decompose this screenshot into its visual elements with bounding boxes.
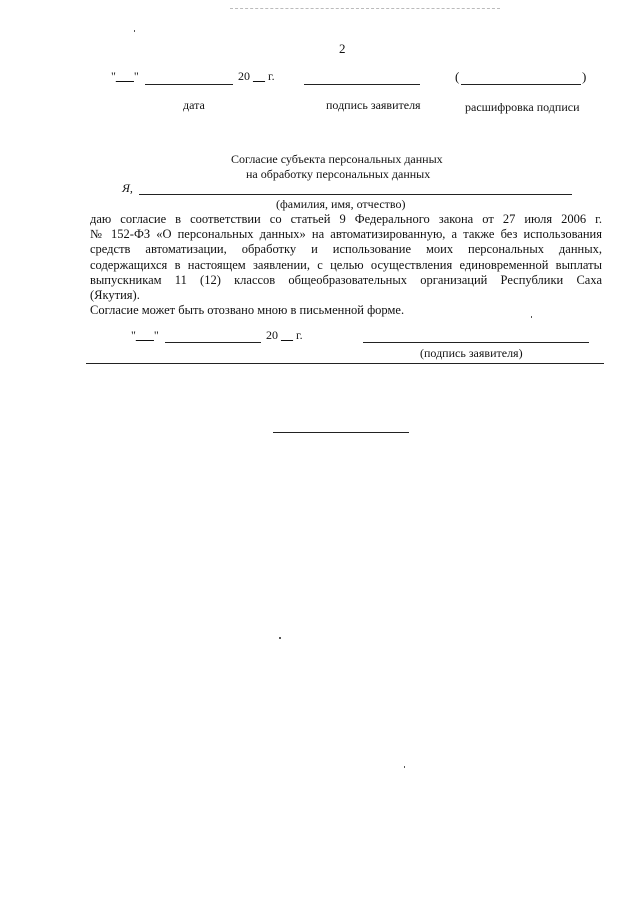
scan-speck xyxy=(531,316,532,318)
bottom-label-signature: (подпись заявителя) xyxy=(420,346,523,360)
date-month-line[interactable] xyxy=(145,84,233,85)
consent-body-line: (Якутия). xyxy=(90,287,140,302)
decipher-open-paren: ( xyxy=(455,69,460,84)
i-prefix: Я, xyxy=(122,181,133,195)
fio-caption: (фамилия, имя, отчество) xyxy=(276,197,406,211)
consent-body xyxy=(90,212,602,318)
bottom-year-field[interactable] xyxy=(266,328,303,343)
bottom-signature-line[interactable] xyxy=(363,342,589,343)
fio-line[interactable] xyxy=(139,194,572,195)
consent-body-line: средств автоматизации, обработку и использование моих персональных данных, xyxy=(90,242,602,257)
date-day-blank: ___ xyxy=(115,69,134,83)
year-prefix: 20 xyxy=(238,69,250,83)
consent-body-line: № 152-ФЗ «О персональных данных» на автоматизированную, а также без использования xyxy=(90,227,602,242)
year-suffix: г. xyxy=(268,69,275,83)
consent-revocation: Согласие может быть отозвано мною в письменной форме. xyxy=(90,303,405,318)
bottom-date-month-line[interactable] xyxy=(165,342,261,343)
date-day-blank: ___ xyxy=(135,328,154,342)
label-decipher: расшифровка подписи xyxy=(465,100,580,114)
scan-speck xyxy=(279,637,281,639)
date-quote-open: " xyxy=(131,328,136,342)
date-quote-close: " xyxy=(133,69,139,83)
consent-body-line: выпускникам 11 (12) классов общеобразовательных организаций Республики Саха xyxy=(90,272,602,287)
consent-body-line: даю согласие в соответствии со статьей 9 Федерального закона от 27 июля 2006 г. xyxy=(90,212,602,226)
year-suffix: г. xyxy=(296,328,303,342)
label-signature: подпись заявителя xyxy=(326,98,421,112)
date-quote-close: " xyxy=(153,328,159,342)
end-rule xyxy=(273,432,409,433)
consent-title-line2: на обработку персональных данных xyxy=(246,167,431,181)
date-quote-open: " xyxy=(111,69,116,83)
year-prefix: 20 xyxy=(266,328,278,342)
year-blank: __ xyxy=(281,328,293,342)
bottom-date-field[interactable] xyxy=(131,328,159,343)
section-separator xyxy=(86,363,604,364)
consent-body-line: содержащихся в настоящем заявлении, с целью осуществления единовременной выплаты xyxy=(90,257,602,272)
page-number: 2 xyxy=(339,41,346,56)
date-field[interactable] xyxy=(111,69,139,84)
scan-artifact-top xyxy=(230,8,500,9)
label-date: дата xyxy=(183,98,205,112)
scan-speck xyxy=(404,766,405,768)
scan-speck xyxy=(134,30,135,32)
year-field[interactable] xyxy=(238,69,275,84)
consent-title-line1: Согласие субъекта персональных данных xyxy=(231,152,443,166)
signature-line[interactable] xyxy=(304,84,420,85)
decipher-line[interactable] xyxy=(461,84,581,85)
year-blank: __ xyxy=(253,69,265,83)
decipher-close-paren: ) xyxy=(582,69,587,84)
